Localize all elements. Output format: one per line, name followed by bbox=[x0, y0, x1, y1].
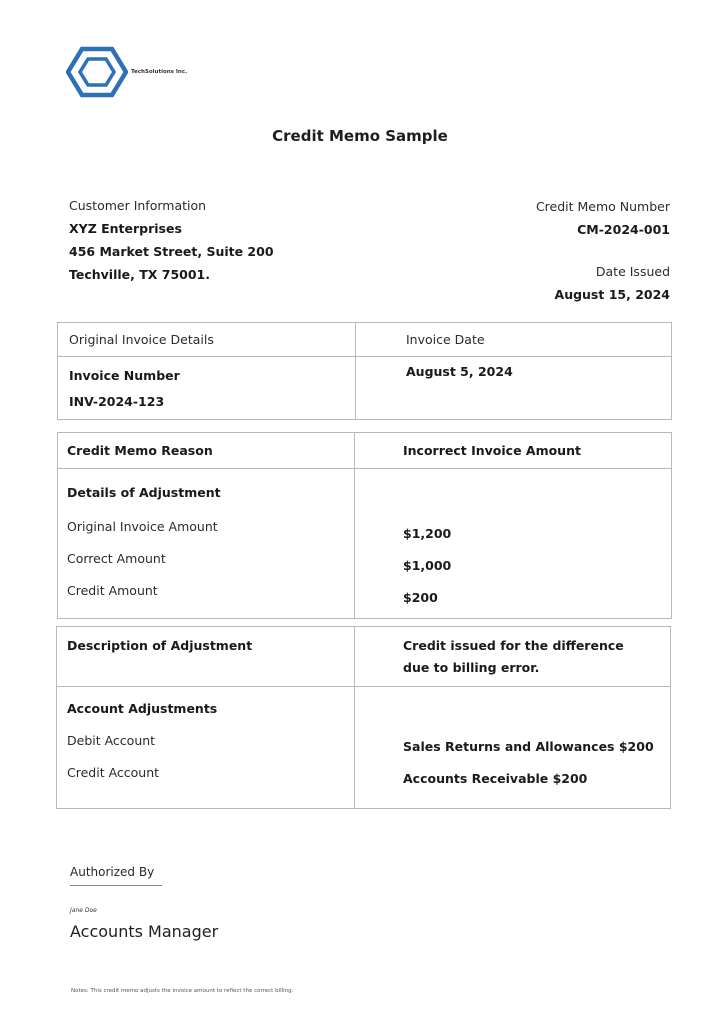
invoice-details-label-cell bbox=[58, 323, 356, 357]
company-name: TechSolutions Inc. bbox=[131, 69, 188, 75]
memo-number: CM-2024-001 bbox=[577, 222, 670, 237]
reason-value: Incorrect Invoice Amount bbox=[403, 443, 581, 458]
description-label-cell bbox=[57, 627, 355, 687]
credit-account-value: Accounts Receivable $200 bbox=[403, 771, 588, 786]
customer-info-label: Customer Information bbox=[69, 198, 207, 213]
customer-info bbox=[69, 198, 274, 284]
description-line1: Credit issued for the difference bbox=[403, 638, 624, 653]
authorized-by bbox=[70, 865, 162, 886]
authorized-by-label: Authorized By bbox=[70, 865, 162, 886]
credit-amount-value: $200 bbox=[403, 590, 438, 605]
credit-amount-label: Credit Amount bbox=[67, 583, 158, 598]
description-label: Description of Adjustment bbox=[67, 638, 253, 653]
original-amount-label: Original Invoice Amount bbox=[67, 519, 218, 534]
signature: Jane Doe bbox=[70, 907, 97, 914]
footer-note: Notes: This credit memo adjusts the invoice amount to reflect the correct billing. bbox=[71, 988, 294, 994]
memo-number-label: Credit Memo Number bbox=[535, 199, 670, 214]
date-issued: August 15, 2024 bbox=[554, 287, 670, 302]
memo-info bbox=[536, 199, 670, 304]
adjustment-values-cell bbox=[355, 469, 672, 619]
authorizer-role: Accounts Manager bbox=[70, 922, 219, 941]
description-line2: due to billing error. bbox=[403, 660, 540, 675]
debit-account-value: Sales Returns and Allowances $200 bbox=[403, 739, 654, 754]
invoice-details-table bbox=[57, 322, 672, 420]
debit-account-label: Debit Account bbox=[67, 733, 156, 748]
hexagon-logo-icon bbox=[66, 46, 128, 98]
invoice-date: August 5, 2024 bbox=[406, 364, 513, 379]
accounts-values-cell bbox=[355, 687, 671, 809]
invoice-details-label: Original Invoice Details bbox=[69, 332, 214, 347]
invoice-number: INV-2024-123 bbox=[69, 394, 165, 409]
customer-name: XYZ Enterprises bbox=[69, 221, 182, 236]
customer-address-line1: 456 Market Street, Suite 200 bbox=[69, 244, 274, 259]
adjustment-label: Details of Adjustment bbox=[67, 485, 221, 500]
reason-label-cell bbox=[58, 433, 355, 469]
invoice-date-cell bbox=[356, 357, 672, 420]
invoice-number-cell bbox=[58, 357, 356, 420]
date-issued-label: Date Issued bbox=[595, 264, 670, 279]
page-title: Credit Memo Sample bbox=[272, 127, 448, 145]
adjustment-table bbox=[57, 432, 672, 619]
correct-amount-value: $1,000 bbox=[403, 558, 452, 573]
reason-value-cell bbox=[355, 433, 672, 469]
accounts-label: Account Adjustments bbox=[67, 701, 218, 716]
invoice-date-label-cell bbox=[356, 323, 672, 357]
invoice-number-label: Invoice Number bbox=[69, 368, 180, 383]
credit-account-label: Credit Account bbox=[67, 765, 160, 780]
correct-amount-label: Correct Amount bbox=[67, 551, 166, 566]
adjustment-labels-cell bbox=[58, 469, 355, 619]
customer-address-line2: Techville, TX 75001. bbox=[69, 267, 210, 282]
accounts-labels-cell bbox=[57, 687, 355, 809]
original-amount-value: $1,200 bbox=[403, 526, 452, 541]
description-value-cell bbox=[355, 627, 671, 687]
invoice-date-label: Invoice Date bbox=[406, 332, 485, 347]
description-accounts-table bbox=[56, 626, 671, 809]
reason-label: Credit Memo Reason bbox=[67, 443, 213, 458]
